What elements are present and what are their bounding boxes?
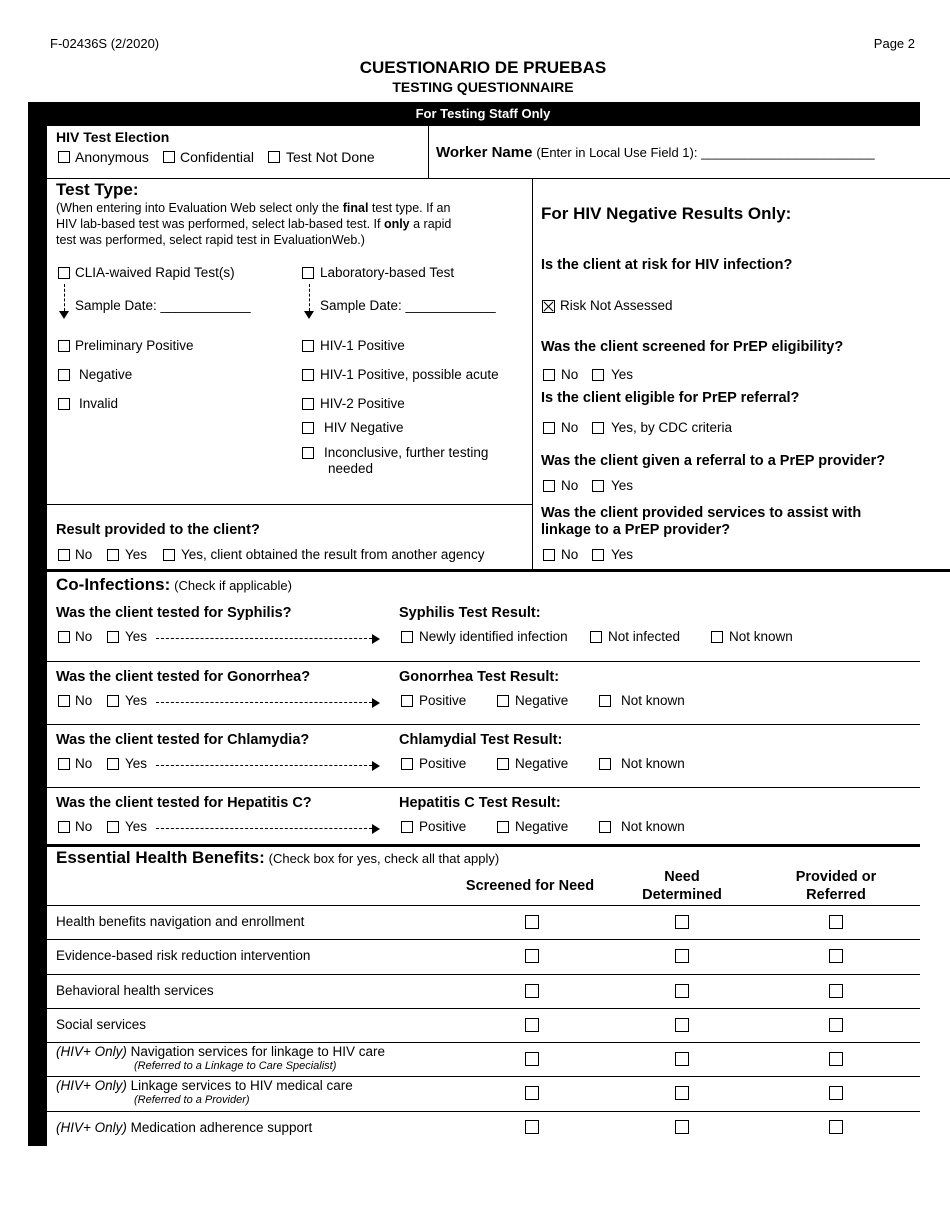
anonymous-label: Anonymous [75,149,149,165]
services-yes-label: Yes [611,547,634,562]
hepatitis-c-arrow-icon [372,824,380,834]
hepatitis-c-negative-label: Negative [515,819,569,834]
referral-no-checkbox[interactable] [543,480,555,492]
hepatitis-c-result-label: Hepatitis C Test Result: [399,795,561,811]
test-not-done-checkbox[interactable] [268,151,280,163]
gonorrhea-no-label: No [75,693,93,708]
services-yes-checkbox[interactable] [592,549,604,561]
benefit-row-label: Evidence-based risk reduction intervention [56,948,311,963]
benefit-provided-checkbox[interactable] [829,1018,843,1032]
syphilis-newly-checkbox[interactable] [401,631,413,643]
page-title: CUESTIONARIO DE PRUEBAS [359,58,607,77]
hiv-test-election-title: HIV Test Election [56,129,170,145]
page-number: Page 2 [873,36,915,51]
eligible-no-checkbox[interactable] [543,422,555,434]
col-need-header-2: Determined [642,887,722,903]
hepatitis-c-no-label: No [75,819,93,834]
invalid-checkbox[interactable] [58,398,70,410]
prep-services-question-2: linkage to a PrEP provider? [541,522,731,538]
syphilis-arrow-line [156,638,372,639]
chlamydia-negative-label: Negative [515,756,569,771]
hepatitis-c-not-known-checkbox[interactable] [599,821,611,833]
hiv2-positive-label: HIV-2 Positive [320,396,405,411]
gonorrhea-yes-checkbox[interactable] [107,695,119,707]
screened-no-checkbox[interactable] [543,369,555,381]
hiv-negative-checkbox[interactable] [302,422,314,434]
rapid-sample-date[interactable]: Sample Date: ____________ [75,298,251,313]
hepatitis-c-not-known-label: Not known [621,819,685,834]
gonorrhea-arrow-icon [372,698,380,708]
gonorrhea-positive-checkbox[interactable] [401,695,413,707]
rapid-arrow-icon [59,311,69,319]
gonorrhea-not-known-checkbox[interactable] [599,695,611,707]
syphilis-no-checkbox[interactable] [58,631,70,643]
benefit-provided-checkbox[interactable] [829,915,843,929]
hepatitis-c-positive-checkbox[interactable] [401,821,413,833]
chlamydia-yes-label: Yes [125,756,148,771]
syphilis-not-infected-checkbox[interactable] [590,631,602,643]
benefit-need-checkbox[interactable] [675,1086,689,1100]
gonorrhea-not-known-label: Not known [621,693,685,708]
test-type-instr-1: (When entering into Evaluation Web select only the final test type. If an [56,201,451,215]
screened-no-label: No [561,367,579,382]
benefit-need-checkbox[interactable] [675,1120,689,1134]
chlamydia-no-checkbox[interactable] [58,758,70,770]
chlamydia-not-known-checkbox[interactable] [599,758,611,770]
hiv-negative-label: HIV Negative [324,420,404,435]
syphilis-not-known-label: Not known [729,629,793,644]
benefit-provided-checkbox[interactable] [829,1052,843,1066]
syphilis-no-label: No [75,629,93,644]
result-yes-label: Yes [125,547,148,562]
chlamydia-positive-label: Positive [419,756,467,771]
chlamydia-question: Was the client tested for Chlamydia? [56,732,310,748]
eligible-yes-checkbox[interactable] [592,422,604,434]
anonymous-checkbox[interactable] [58,151,70,163]
prep-services-question: Was the client provided services to assist with [541,505,862,521]
chlamydia-result-label: Chlamydial Test Result: [399,732,563,748]
benefit-provided-checkbox[interactable] [829,1086,843,1100]
coinfections-heading: Co-Infections: (Check if applicable) [56,575,292,594]
hepatitis-c-question: Was the client tested for Hepatitis C? [56,795,312,811]
col-provided-header: Provided or [795,869,877,885]
left-margin-bar [28,102,47,1146]
lab-arrow-icon [304,311,314,319]
prep-eligible-question: Is the client eligible for PrEP referral? [541,390,800,406]
syphilis-yes-label: Yes [125,629,148,644]
confidential-label: Confidential [180,149,254,165]
benefit-screened-checkbox[interactable] [525,1018,539,1032]
gonorrhea-question: Was the client tested for Gonorrhea? [56,669,311,685]
benefit-screened-checkbox[interactable] [525,915,539,929]
rapid-test-label: CLIA-waived Rapid Test(s) [75,265,235,280]
risk-not-assessed-label: Risk Not Assessed [560,298,673,313]
worker-name-hint: (Enter in Local Use Field 1): ________________________ [536,145,875,160]
gonorrhea-negative-checkbox[interactable] [497,695,509,707]
invalid-label: Invalid [79,396,119,411]
services-no-label: No [561,547,579,562]
gonorrhea-arrow-line [156,702,372,703]
hiv1-positive-label: HIV-1 Positive [320,338,405,353]
benefits-heading: Essential Health Benefits: (Check box for yes, check all that apply) [56,848,500,867]
chlamydia-arrow-line [156,765,372,766]
syphilis-not-infected-label: Not infected [608,629,681,644]
benefit-row-sublabel: (Referred to a Provider) [134,1094,250,1106]
benefit-screened-checkbox[interactable] [525,1086,539,1100]
preliminary-positive-checkbox[interactable] [58,340,70,352]
benefit-screened-checkbox[interactable] [525,984,539,998]
inconclusive-checkbox[interactable] [302,447,314,459]
syphilis-arrow-icon [372,634,380,644]
benefit-row-label: (HIV+ Only) Linkage services to HIV medical care [56,1078,353,1093]
result-no-checkbox[interactable] [58,549,70,561]
screened-yes-label: Yes [611,367,634,382]
negative-results-title: For HIV Negative Results Only: [541,204,792,223]
hiv2-positive-checkbox[interactable] [302,398,314,410]
syphilis-yes-checkbox[interactable] [107,631,119,643]
gonorrhea-yes-label: Yes [125,693,148,708]
screened-yes-checkbox[interactable] [592,369,604,381]
test-not-done-label: Test Not Done [286,149,375,165]
lab-test-checkbox[interactable] [302,267,314,279]
result-no-label: No [75,547,93,562]
benefit-provided-checkbox[interactable] [829,1120,843,1134]
inconclusive-label-2: needed [328,461,374,476]
hepatitis-c-negative-checkbox[interactable] [497,821,509,833]
benefit-need-checkbox[interactable] [675,1052,689,1066]
result-provided-question: Result provided to the client? [56,522,260,538]
col-provided-header-2: Referred [806,887,866,903]
hepatitis-c-arrow-line [156,828,372,829]
benefit-row-label: (HIV+ Only) Medication adherence support [56,1120,313,1135]
benefit-screened-checkbox[interactable] [525,1052,539,1066]
lab-sample-date[interactable]: Sample Date: ____________ [320,298,496,313]
worker-name-label: Worker Name [436,144,533,161]
chlamydia-not-known-label: Not known [621,756,685,771]
col-screened-header: Screened for Need [465,878,595,894]
benefit-provided-checkbox[interactable] [829,949,843,963]
syphilis-newly-label: Newly identified infection [419,629,568,644]
result-yes-checkbox[interactable] [107,549,119,561]
syphilis-result-label: Syphilis Test Result: [399,605,541,621]
hepatitis-c-yes-label: Yes [125,819,148,834]
lab-test-label: Laboratory-based Test [320,265,455,280]
referral-yes-checkbox[interactable] [592,480,604,492]
syphilis-not-known-checkbox[interactable] [711,631,723,643]
gonorrhea-no-checkbox[interactable] [58,695,70,707]
hiv1-acute-checkbox[interactable] [302,369,314,381]
hepatitis-c-yes-checkbox[interactable] [107,821,119,833]
risk-question: Is the client at risk for HIV infection? [541,257,793,273]
referral-yes-label: Yes [611,478,634,493]
result-other-agency-label: Yes, client obtained the result from another agency [181,547,485,562]
services-no-checkbox[interactable] [543,549,555,561]
test-type-instr-2: HIV lab-based test was performed, select lab-based test. If only a rapid [56,217,452,231]
inconclusive-label: Inconclusive, further testing [324,445,489,460]
referral-no-label: No [561,478,579,493]
hepatitis-c-no-checkbox[interactable] [58,821,70,833]
benefit-screened-checkbox[interactable] [525,949,539,963]
result-other-agency-checkbox[interactable] [163,549,175,561]
chlamydia-no-label: No [75,756,93,771]
rapid-arrow-line [64,284,65,311]
eligible-no-label: No [561,420,579,435]
eligible-yes-label: Yes, by CDC criteria [611,420,733,435]
syphilis-question: Was the client tested for Syphilis? [56,605,292,621]
benefit-need-checkbox[interactable] [675,1018,689,1032]
chlamydia-yes-checkbox[interactable] [107,758,119,770]
benefit-provided-checkbox[interactable] [829,984,843,998]
benefit-row-label: Behavioral health services [56,983,214,998]
benefit-row-label: Health benefits navigation and enrollment [56,914,305,929]
confidential-checkbox[interactable] [163,151,175,163]
prep-referral-question: Was the client given a referral to a PrEP provider? [541,453,886,469]
gonorrhea-negative-label: Negative [515,693,569,708]
hiv1-acute-label: HIV-1 Positive, possible acute [320,367,499,382]
test-type-instr-3: test was performed, select rapid test in EvaluationWeb.) [56,233,365,247]
chlamydia-arrow-icon [372,761,380,771]
benefit-need-checkbox[interactable] [675,915,689,929]
benefit-need-checkbox[interactable] [675,984,689,998]
gonorrhea-positive-label: Positive [419,693,467,708]
negative-checkbox[interactable] [58,369,70,381]
hepatitis-c-positive-label: Positive [419,819,467,834]
prep-screened-question: Was the client screened for PrEP eligibility? [541,339,844,355]
chlamydia-negative-checkbox[interactable] [497,758,509,770]
col-need-header: Need [664,869,700,885]
rapid-test-checkbox[interactable] [58,267,70,279]
test-type-title: Test Type: [56,180,139,199]
form-id: F-02436S (2/2020) [50,36,160,51]
chlamydia-positive-checkbox[interactable] [401,758,413,770]
preliminary-positive-label: Preliminary Positive [75,338,194,353]
negative-label: Negative [79,367,133,382]
benefit-row-sublabel: (Referred to a Linkage to Care Specialist) [134,1060,337,1072]
benefit-screened-checkbox[interactable] [525,1120,539,1134]
staff-band [28,102,920,126]
benefit-row-label: (HIV+ Only) Navigation services for linkage to HIV care [56,1044,386,1059]
benefit-row-label: Social services [56,1017,147,1032]
hiv1-positive-checkbox[interactable] [302,340,314,352]
risk-not-assessed-checkbox[interactable] [542,300,555,313]
gonorrhea-result-label: Gonorrhea Test Result: [399,669,560,685]
page-subtitle: TESTING QUESTIONNAIRE [392,79,574,95]
benefit-need-checkbox[interactable] [675,949,689,963]
staff-band-label: For Testing Staff Only [415,106,551,121]
worker-name-field[interactable] [436,144,875,162]
lab-arrow-line [309,284,310,311]
